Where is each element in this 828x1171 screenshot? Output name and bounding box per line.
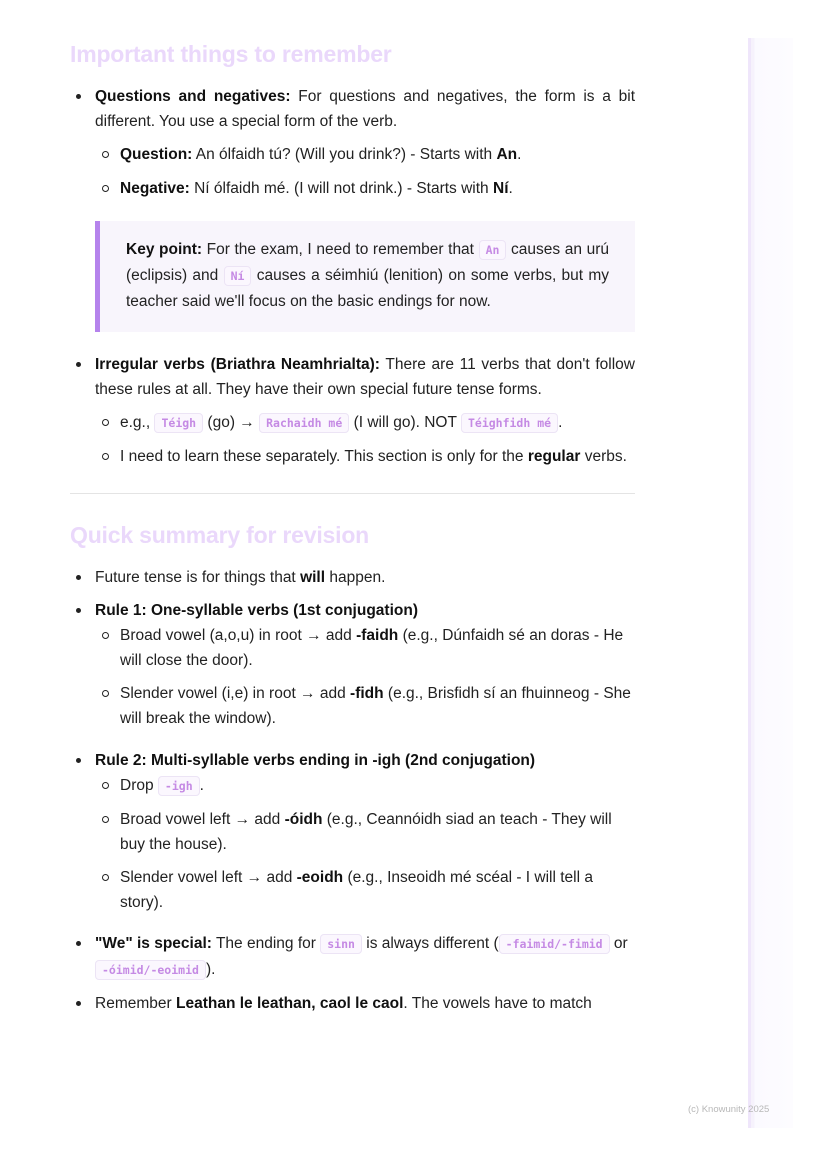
code-ni: Ní — [224, 266, 252, 286]
list-item-example: e.g., Téigh (go) → Rachaidh mé (I will go). NOT Téighfidh mé . — [95, 410, 635, 436]
list-item-rule1-slender: Slender vowel (i,e) in root → add -fidh (e.g., Brisfidh sí an fhuinneog - She will break the window). — [95, 681, 635, 731]
list-item-we: "We" is special: The ending for sinn is always different ( -faimid/-fimid or -óimid/-eoimid ). — [70, 931, 635, 983]
list-item-rule2-drop: Drop -igh . — [95, 773, 635, 799]
right-margin-bar — [748, 38, 793, 1128]
code-igh: -igh — [158, 776, 200, 796]
section-divider — [70, 493, 635, 494]
list-item-remember: Remember Leathan le leathan, caol le caol. The vowels have to match — [70, 991, 635, 1016]
list-item-rule2: Rule 2: Multi-syllable verbs ending in -igh (2nd conjugation) Drop -igh . Broad vowel left → add -óidh (e.g., Ceannóidh siad an teach - They will buy the house). Slender vowel left → add -eoidh (e.g., Inseoidh mé scéal - I will tell a story). — [70, 748, 635, 915]
important-list — [70, 84, 635, 469]
summary-list — [70, 565, 635, 1016]
rule2-sublist — [95, 773, 635, 915]
code-teighfidh: Téighfidh mé — [461, 413, 558, 433]
code-sinn: sinn — [320, 934, 362, 954]
document-page — [70, 38, 635, 1016]
list-item-rule1-broad: Broad vowel (a,o,u) in root → add -faidh (e.g., Dúnfaidh sé an doras - He will close the door). — [95, 623, 635, 673]
section-heading-summary: Quick summary for revision — [70, 522, 370, 548]
code-an: An — [479, 240, 507, 260]
code-oimid: -óimid/-eoimid — [95, 960, 206, 980]
copyright-footer: (c) Knowunity 2025 — [688, 1104, 770, 1115]
list-item-rule1: Rule 1: One-syllable verbs (1st conjugation) Broad vowel (a,o,u) in root → add -faidh (e.g., Dúnfaidh sé an doras - He will close the door). Slender vowel (i,e) in root → add -fidh (e.g., Brisfidh sí an fhuinneog - She will break the window). — [70, 598, 635, 731]
list-item-rule2-slender: Slender vowel left → add -eoidh (e.g., Inseoidh mé scéal - I will tell a story). — [95, 865, 635, 915]
rule1-sublist — [95, 623, 635, 731]
questions-sublist — [95, 142, 635, 201]
list-item-question: Question: An ólfaidh tú? (Will you drink?) - Starts with An. — [95, 142, 635, 167]
code-faimid: -faimid/-fimid — [499, 934, 610, 954]
key-point-callout: Key point: For the exam, I need to remember that An causes an urú (eclipsis) and Ní causes a séimhiú (lenition) on some verbs, but my teacher said we'll focus on the basic endings for now. — [95, 221, 635, 332]
list-item-future: Future tense is for things that will happen. — [70, 565, 635, 590]
code-rachaidh: Rachaidh mé — [259, 413, 349, 433]
list-item-irregular: Irregular verbs (Briathra Neamhrialta): There are 11 verbs that don't follow these rules at all. They have their own special future tense forms. e.g., Téigh (go) → Rachaidh mé (I will go). NOT Téighfidh mé . I need to learn these separately. This section is only for the regular verbs. — [70, 352, 635, 469]
irregular-sublist — [95, 410, 635, 469]
section-heading-important: Important things to remember — [70, 41, 392, 67]
list-item-rule2-broad: Broad vowel left → add -óidh (e.g., Ceannóidh siad an teach - They will buy the house). — [95, 807, 635, 857]
list-item-questions: Questions and negatives: For questions and negatives, the form is a bit different. You use a special form of the verb. Question: An ólfaidh tú? (Will you drink?) - Starts with An. Negative: Ní ólfaidh mé. (I will not drink.) - Starts with Ní. Key point: For the exam, I need to remember that An causes an urú (eclipsis) and Ní causes a séimhiú (lenition) on some verbs, but my teacher said we'll focus on the basic endings for now. — [70, 84, 635, 332]
list-item-negative: Negative: Ní ólfaidh mé. (I will not drink.) - Starts with Ní. — [95, 176, 635, 201]
code-teigh: Téigh — [154, 413, 203, 433]
list-item-learn: I need to learn these separately. This section is only for the regular verbs. — [95, 444, 635, 469]
